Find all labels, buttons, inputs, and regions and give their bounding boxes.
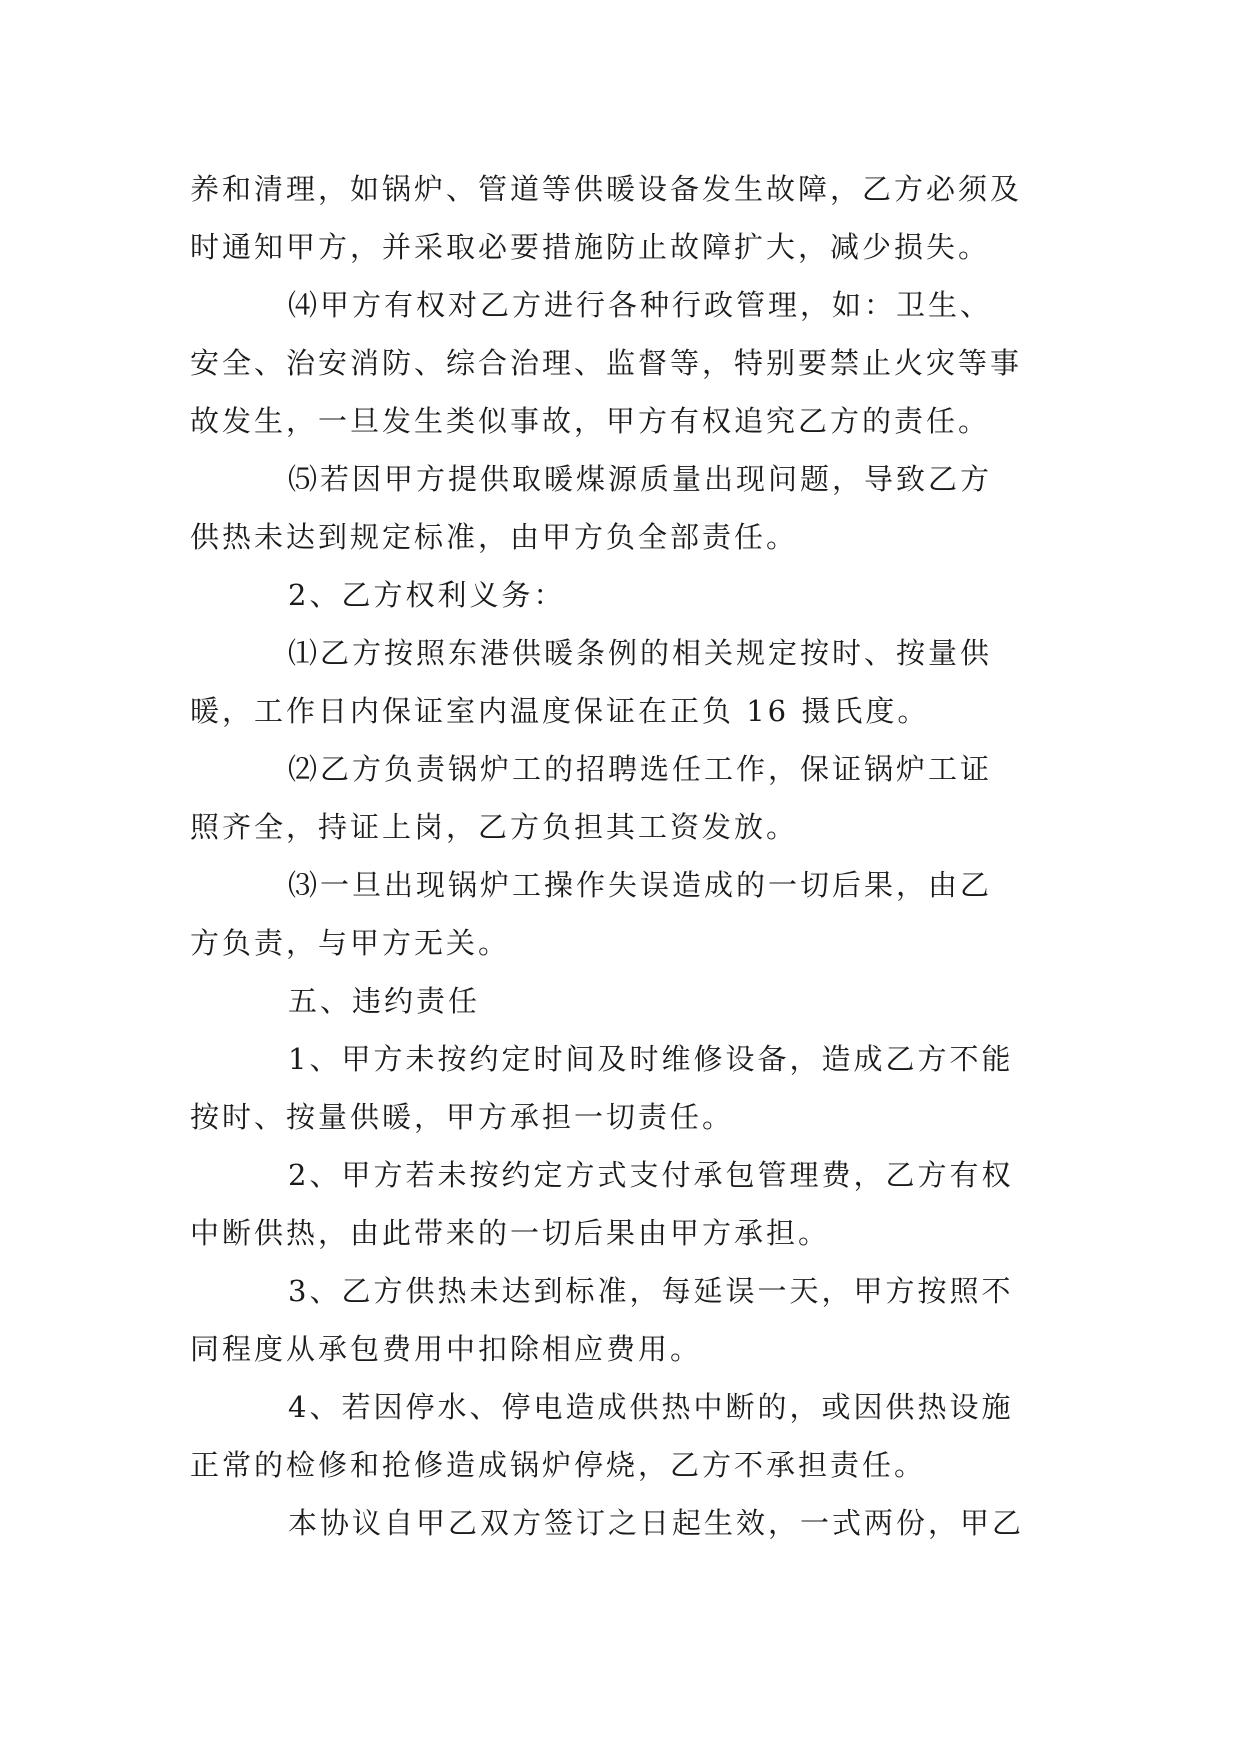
text-line: 1、甲方未按约定时间及时维修设备，造成乙方不能 — [288, 1042, 1014, 1076]
text-line: 照齐全，持证上岗，乙方负担其工资发放。 — [190, 810, 799, 844]
text-line: 3、乙方供热未达到标准，每延误一天，甲方按照不 — [288, 1274, 1014, 1308]
section-heading: 2、乙方权利义务： — [288, 578, 566, 612]
text-line: 安全、治安消防、综合治理、监督等，特别要禁止火灾等事 — [190, 346, 1023, 380]
text-line: ⑵乙方负责锅炉工的招聘选任工作，保证锅炉工证 — [288, 752, 993, 786]
text-line: 本协议自甲乙双方签订之日起生效，一式两份，甲乙 — [288, 1506, 1025, 1540]
text-line: ⑶一旦出现锅炉工操作失误造成的一切后果，由乙 — [288, 868, 993, 902]
text-line: 供热未达到规定标准，由甲方负全部责任。 — [190, 520, 799, 554]
text-line: 故发生，一旦发生类似事故，甲方有权追究乙方的责任。 — [190, 404, 991, 438]
section-heading: 五、违约责任 — [288, 984, 481, 1018]
text-line: 暖，工作日内保证室内温度保证在正负 16 摄氏度。 — [190, 694, 930, 728]
text-line: ⑷甲方有权对乙方进行各种行政管理，如：卫生、 — [288, 288, 993, 322]
text-line: 同程度从承包费用中扣除相应费用。 — [190, 1332, 703, 1366]
text-line: 正常的检修和抢修造成锅炉停烧，乙方不承担责任。 — [190, 1448, 927, 1482]
text-line: ⑸若因甲方提供取暖煤源质量出现问题，导致乙方 — [288, 462, 993, 496]
text-line: 4、若因停水、停电造成供热中断的，或因供热设施 — [288, 1390, 1014, 1424]
text-line: 时通知甲方，并采取必要措施防止故障扩大，减少损失。 — [190, 230, 991, 264]
text-line: 中断供热，由此带来的一切后果由甲方承担。 — [190, 1216, 831, 1250]
text-line: 方负责，与甲方无关。 — [190, 926, 511, 960]
document-body — [190, 160, 1052, 1552]
text-line: ⑴乙方按照东港供暖条例的相关规定按时、按量供 — [288, 636, 993, 670]
text-line: 养和清理，如锅炉、管道等供暖设备发生故障，乙方必须及 — [190, 172, 1023, 206]
text-line: 2、甲方若未按约定方式支付承包管理费，乙方有权 — [288, 1158, 1014, 1192]
text-line: 按时、按量供暖，甲方承担一切责任。 — [190, 1100, 735, 1134]
